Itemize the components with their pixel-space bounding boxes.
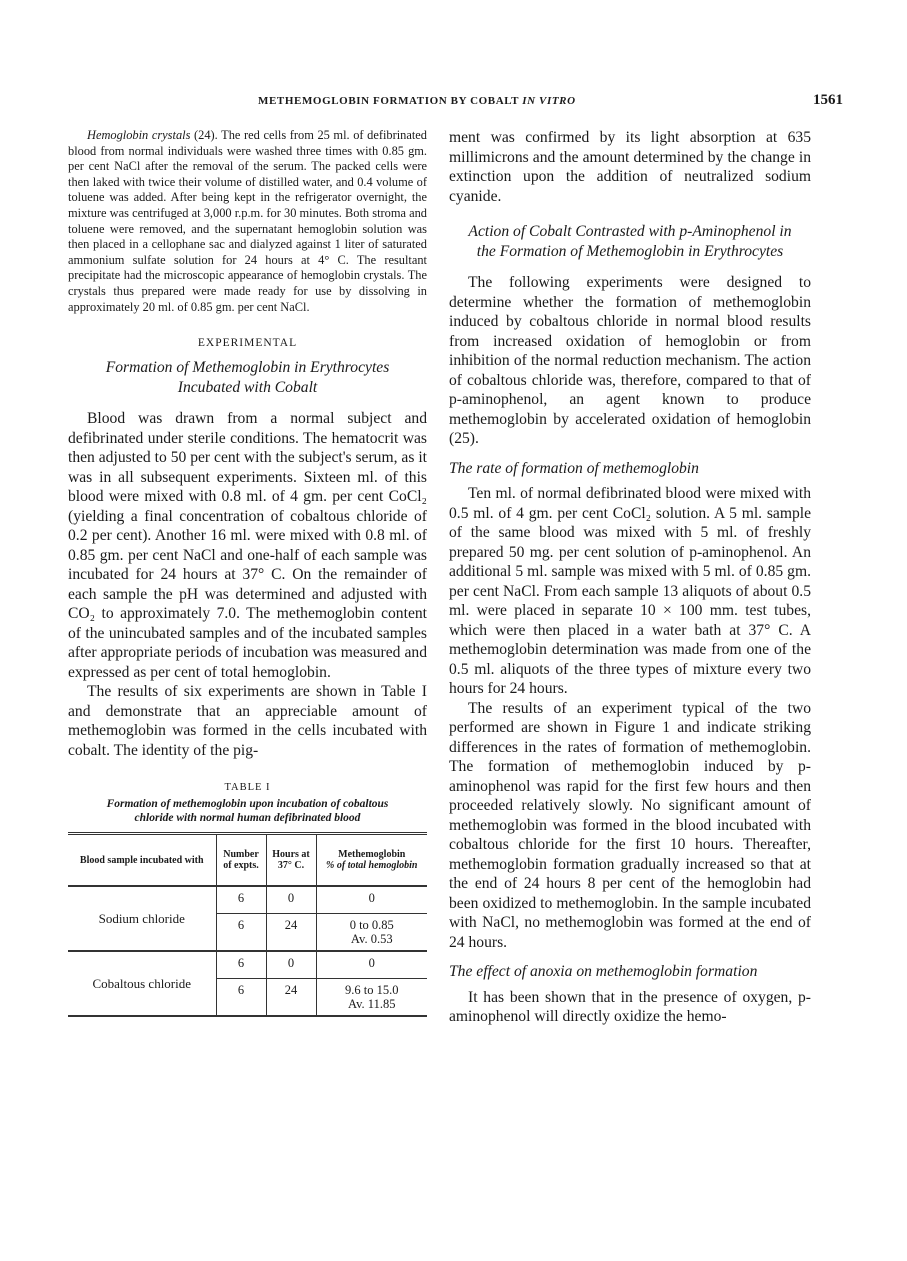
cell-value-range: 9.6 to 15.0 — [345, 983, 399, 998]
cell-expts: 6 — [216, 951, 266, 979]
blood-procedure-paragraph: Blood was drawn from a normal subject and defibrinated under sterile conditions. The hematocrit was then adjusted to 50 per cent with the subject's serum, as it was in all subsequent experiments. Sixteen ml. of this blood were mixed with 0.8 ml. of 4 gm. per cent CoCl₂ (yielding a final concentration of cobaltous chloride of 0.2 per cent). Another 16 ml. were mixed with 0.8 ml. of 0.85 gm. per cent NaCl and one-half of each sample was incubated for 24 hours at 37° C. On the remainder of each sample the pH was determined and adjusted with CO₂ to approximately 7.0. The methemoglobin content of the unincubated samples and of the incubated samples after appropriate periods of incubation was measured and expressed as per cent of total hemoglobin. — [68, 410, 427, 681]
header-methemoglobin-main: Methemoglobin — [338, 849, 406, 861]
running-title-italic: IN VITRO — [522, 95, 576, 107]
rate-heading: The rate of formation of methemoglobin — [449, 459, 699, 477]
hemoglobin-crystals-paragraph — [68, 128, 427, 315]
cell-value-range: 0 — [368, 956, 375, 971]
cell-expts: 6 — [216, 914, 266, 952]
hemoglobin-crystals-lead: Hemoglobin crystals — [87, 128, 191, 142]
table-header-row — [68, 834, 427, 887]
cell-expts: 6 — [216, 979, 266, 1017]
header-number-expts: Number of expts. — [216, 834, 266, 887]
running-title — [258, 95, 576, 107]
right-column — [449, 128, 811, 1027]
experimental-heading: EXPERIMENTAL — [197, 337, 298, 350]
action-section-heading: Action of Cobalt Contrasted with p-Aminophenol in the Formation of Methemoglobin in Erythrocytes — [468, 223, 792, 260]
results-paragraph: The results of six experiments are shown in Table I and demonstrate that an appreciable amount of methemoglobin was formed in the cells incubated with cobalt. The identity of the pig- — [68, 683, 427, 759]
cell-hours: 24 — [266, 979, 316, 1017]
anoxia-paragraph: It has been shown that in the presence of oxygen, p-aminophenol will directly oxidize the hemo- — [449, 988, 811, 1025]
rate-procedure-paragraph: Ten ml. of normal defibrinated blood were mixed with 0.5 ml. of 4 gm. per cent CoCl₂ solution. A 5 ml. sample of the same blood was mixed with 5 ml. of freshly prepared 50 mg. per cent solution of p-aminophenol. An additional 5 ml. sample was mixed with 5 ml. of 0.85 gm. per cent NaCl. From each sample 13 aliquots of about 0.5 ml. were placed in separate 10 × 100 mm. test tubes, which were then placed in a water bath at 37° C. A methemoglobin determination was made from one of the 0.5 ml. aliquots of the three types of mixture every two hours for 24 hours. — [449, 485, 811, 697]
table-label: TABLE I — [224, 782, 271, 794]
cell-hours: 0 — [266, 886, 316, 914]
cell-value — [316, 914, 427, 952]
cell-hours: 0 — [266, 951, 316, 979]
cell-value — [316, 951, 427, 979]
methemoglobin-table — [68, 832, 427, 1017]
table-row — [68, 886, 427, 914]
anoxia-heading: The effect of anoxia on methemoglobin formation — [449, 963, 758, 980]
cell-value — [316, 886, 427, 914]
cell-value-average: Av. 0.53 — [350, 932, 393, 947]
page-number: 1561 — [813, 92, 843, 108]
header-methemoglobin — [316, 834, 427, 887]
running-title-main: METHEMOGLOBIN FORMATION BY COBALT — [258, 95, 523, 107]
cell-value-average: Av. 11.85 — [348, 997, 396, 1012]
hemoglobin-crystals-text: (24). The red cells from 25 ml. of defibrinated blood from normal individuals were washed three times with 0.85 gm. per cent NaCl after the removal of the serum. The packed cells were then laked with twice their volume of distilled water, and 0.4 volume of toluene was added. After being kept in the refrigerator overnight, the mixture was centrifuged at 3,000 r.p.m. for 30 minutes. Both stroma and toluene were removed, and the supernatant hemoglobin solution was then placed in a cellophane sac and dialyzed against 1 liter of saturated ammonium sulfate solution for 24 hours at 4° C. The resultant precipitate had the microscopic appearance of hemoglobin crystals. The crystals thus prepared were made ready for use by dissolving in approximately 20 ml. of 0.85 gm. per cent NaCl. — [68, 128, 427, 314]
header-blood-sample: Blood sample incubated with — [68, 834, 216, 887]
header-hours: Hours at 37° C. — [266, 834, 316, 887]
cell-hours: 24 — [266, 914, 316, 952]
cell-value — [316, 979, 427, 1017]
pigment-identity-paragraph: ment was confirmed by its light absorption at 635 millimicrons and the amount determined by the change in extinction upon the addition of neutralized sodium cyanide. — [449, 129, 811, 205]
comparison-paragraph: The following experiments were designed to determine whether the formation of methemoglobin induced by cobaltous chloride in normal blood results from increased oxidation of hemoglobin or from inhibition of the normal reduction mechanism. The action of cobaltous chloride was, therefore, compared to that of p-aminophenol, an agent known to produce methemoglobin by accelerated oxidation of hemoglobin (25). — [449, 274, 811, 447]
formation-section-heading: Formation of Methemoglobin in Erythrocytes Incubated with Cobalt — [105, 359, 390, 396]
cell-value-range: 0 — [368, 891, 375, 906]
page-header — [68, 92, 843, 116]
left-column — [68, 128, 427, 1017]
row-group-label: Sodium chloride — [98, 910, 185, 926]
row-group-label: Cobaltous chloride — [68, 951, 216, 1016]
cell-value-range: 0 to 0.85 — [349, 918, 394, 933]
table-caption: Formation of methemoglobin upon incubation of cobaltous chloride with normal human defibrinated blood — [106, 798, 389, 824]
table-row — [68, 951, 427, 979]
cell-expts: 6 — [216, 886, 266, 914]
rate-results-paragraph: The results of an experiment typical of the two performed are shown in Figure 1 and indicate striking differences in the rates of formation of methemoglobin. The formation of methemoglobin induced by p-aminophenol was rapid for the first few hours and then proceeded relatively slowly. No significant amount of methemoglobin was formed in the blood incubated with cobaltous chloride for the first 10 hours. Thereafter, methemoglobin formation gradually increased so that at the end of 24 hours 8 per cent of the hemoglobin had been oxidized to methemoglobin. In the sample incubated with NaCl, no methemoglobin was formed at the end of 24 hours. — [449, 699, 811, 951]
header-methemoglobin-sub: % of total hemoglobin — [326, 860, 418, 872]
